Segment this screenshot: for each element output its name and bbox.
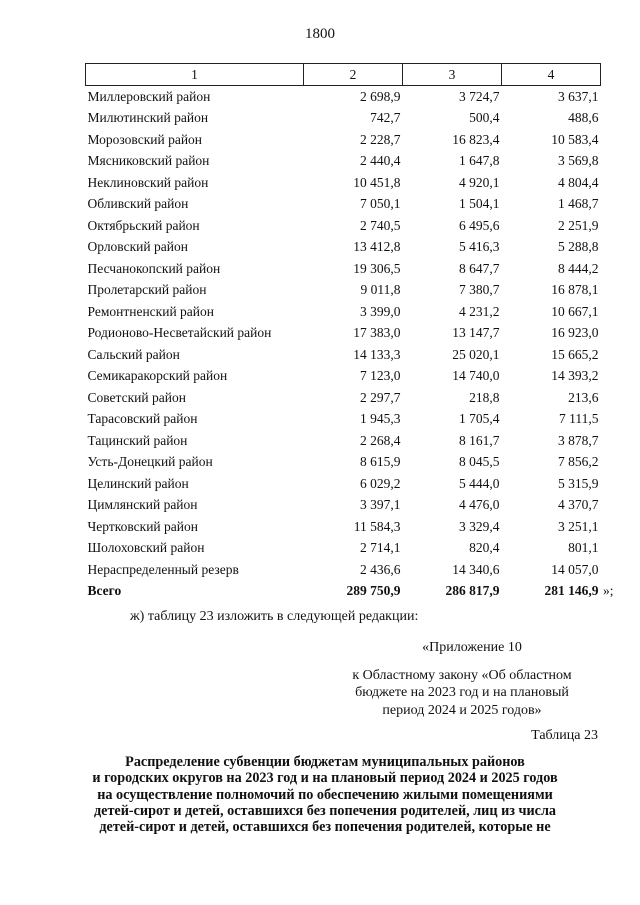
table-body bbox=[86, 86, 614, 603]
cell-value: 9 011,8 bbox=[360, 282, 401, 298]
cell-value: 289 750,9 bbox=[346, 583, 401, 599]
appendix-block bbox=[332, 639, 592, 719]
cell-value: 3 878,7 bbox=[558, 432, 599, 448]
cell-value: 13 147,7 bbox=[452, 325, 500, 341]
instruction-text: ж) таблицу 23 изложить в следующей редакции: bbox=[130, 609, 419, 624]
table-row bbox=[86, 301, 601, 323]
heading-line: и городских округов на 2023 год и на плановый период 2024 и 2025 годов bbox=[92, 770, 558, 787]
row-label: Семикаракорский район bbox=[87, 368, 228, 384]
cell-value: 13 412,8 bbox=[353, 239, 401, 255]
cell-value: 801,1 bbox=[568, 540, 599, 556]
cell-value: 7 111,5 bbox=[559, 411, 599, 427]
cell-value: 5 288,8 bbox=[558, 239, 599, 255]
cell-value: 8 045,5 bbox=[459, 454, 500, 470]
table-row bbox=[86, 409, 601, 431]
table-row bbox=[86, 194, 601, 216]
cell-value: 16 878,1 bbox=[551, 282, 599, 298]
cell-value: 500,4 bbox=[469, 110, 500, 126]
table-header-row bbox=[86, 64, 601, 86]
table-row bbox=[86, 559, 601, 581]
page-number: 1800 bbox=[305, 26, 335, 42]
table-row bbox=[86, 387, 601, 409]
cell-value: 286 817,9 bbox=[445, 583, 500, 599]
cell-value: 3 329,4 bbox=[459, 518, 500, 534]
row-label: Сальский район bbox=[87, 346, 180, 362]
cell-value: 8 615,9 bbox=[360, 454, 401, 470]
cell-value: 742,7 bbox=[370, 110, 401, 126]
table-row bbox=[86, 344, 601, 366]
cell-value: 1 647,8 bbox=[459, 153, 500, 169]
cell-value: 2 228,7 bbox=[360, 131, 401, 147]
heading-line: на осуществление полномочий по обеспечению жилыми помещениями bbox=[97, 786, 553, 803]
table-heading bbox=[60, 754, 590, 835]
cell-value: 1 504,1 bbox=[459, 196, 500, 212]
table-row bbox=[86, 366, 601, 388]
heading-line: детей-сирот и детей, оставшихся без попечения родителей, лиц из числа bbox=[93, 802, 557, 819]
cell-value: 7 856,2 bbox=[558, 454, 599, 470]
cell-value: 8 161,7 bbox=[459, 432, 500, 448]
row-label: Ремонтненский район bbox=[87, 303, 214, 319]
table-row bbox=[86, 215, 601, 237]
cell-value: 17 383,0 bbox=[353, 325, 401, 341]
cell-value: 6 029,2 bbox=[360, 475, 401, 491]
cell-value: 3 724,7 bbox=[459, 88, 500, 104]
cell-value: 213,6 bbox=[568, 389, 599, 405]
appendix-line: бюджете на 2023 год и на плановый bbox=[355, 685, 569, 700]
row-label: Усть-Донецкий район bbox=[87, 454, 213, 470]
column-header: 3 bbox=[403, 64, 502, 86]
cell-value: 2 440,4 bbox=[360, 153, 401, 169]
cell-value: 14 393,2 bbox=[551, 368, 599, 384]
row-label: Милютинский район bbox=[87, 110, 209, 126]
table-row bbox=[86, 516, 601, 538]
cell-value: 820,4 bbox=[469, 540, 500, 556]
cell-value: 1 468,7 bbox=[558, 196, 599, 212]
table-row bbox=[86, 323, 601, 345]
cell-value: 7 123,0 bbox=[360, 368, 401, 384]
cell-value: 16 923,0 bbox=[551, 325, 599, 341]
cell-value: 2 251,9 bbox=[558, 217, 599, 233]
cell-value: 2 436,6 bbox=[360, 561, 401, 577]
heading-line: Распределение субвенции бюджетам муниципальных районов bbox=[125, 754, 525, 770]
cell-value: 14 133,3 bbox=[353, 346, 401, 362]
cell-value: 25 020,1 bbox=[452, 346, 500, 362]
cell-value: 1 705,4 bbox=[459, 411, 500, 427]
cell-value: 8 444,2 bbox=[558, 260, 599, 276]
cell-value: 11 584,3 bbox=[353, 518, 401, 534]
total-row bbox=[86, 581, 601, 603]
cell-value: 2 698,9 bbox=[360, 88, 401, 104]
row-label: Родионово-Несветайский район bbox=[87, 325, 272, 341]
cell-value: 14 057,0 bbox=[551, 561, 599, 577]
column-header: 4 bbox=[502, 64, 601, 86]
row-label: Нераспределенный резерв bbox=[87, 561, 239, 577]
table-row bbox=[86, 86, 601, 108]
cell-value bbox=[502, 581, 614, 603]
closing-quote: »; bbox=[602, 583, 614, 599]
table-row bbox=[86, 473, 601, 495]
cell-value: 8 647,7 bbox=[459, 260, 500, 276]
cell-value: 2 297,7 bbox=[360, 389, 401, 405]
row-label: Чертковский район bbox=[87, 518, 198, 534]
cell-value: 4 476,0 bbox=[459, 497, 500, 513]
table-row bbox=[86, 495, 601, 517]
cell-value: 7 380,7 bbox=[459, 282, 500, 298]
table-row bbox=[86, 452, 601, 474]
cell-value: 1 945,3 bbox=[360, 411, 401, 427]
cell-value: 3 637,1 bbox=[558, 88, 599, 104]
subvention-table bbox=[85, 63, 614, 602]
cell-value: 14 740,0 bbox=[452, 368, 500, 384]
cell-value: 7 050,1 bbox=[360, 196, 401, 212]
table-label: Таблица 23 bbox=[531, 728, 598, 743]
appendix-line: к Областному закону «Об областном bbox=[352, 667, 572, 683]
cell-value: 488,6 bbox=[568, 110, 599, 126]
row-label: Обливский район bbox=[87, 196, 189, 212]
cell-value: 5 416,3 bbox=[459, 239, 500, 255]
row-label: Пролетарский район bbox=[87, 282, 207, 298]
row-label: Миллеровский район bbox=[87, 88, 211, 104]
table-row bbox=[86, 172, 601, 194]
table-row bbox=[86, 258, 601, 280]
row-label: Мясниковский район bbox=[87, 153, 210, 169]
row-label: Всего bbox=[87, 583, 122, 599]
cell-value: 3 397,1 bbox=[360, 497, 401, 513]
table-row bbox=[86, 430, 601, 452]
cell-value: 218,8 bbox=[469, 389, 500, 405]
cell-value: 10 451,8 bbox=[353, 174, 401, 190]
column-header: 2 bbox=[304, 64, 403, 86]
cell-value: 14 340,6 bbox=[452, 561, 500, 577]
row-label: Октябрьский район bbox=[87, 217, 200, 233]
row-label: Советский район bbox=[87, 389, 186, 405]
cell-value: 4 231,2 bbox=[459, 303, 500, 319]
table-row bbox=[86, 129, 601, 151]
appendix-line: период 2024 и 2025 годов» bbox=[382, 702, 542, 718]
cell-value: 2 714,1 bbox=[360, 540, 401, 556]
cell-value: 2 740,5 bbox=[360, 217, 401, 233]
row-label: Неклиновский район bbox=[87, 174, 209, 190]
column-header: 1 bbox=[86, 64, 304, 86]
heading-line: детей-сирот и детей, оставшихся без попечения родителей, которые не bbox=[99, 819, 551, 836]
row-label: Тацинский район bbox=[87, 432, 188, 448]
cell-value: 15 665,2 bbox=[551, 346, 599, 362]
cell-value: 3 399,0 bbox=[360, 303, 401, 319]
appendix-title: «Приложение 10 bbox=[422, 640, 522, 655]
cell-value: 5 315,9 bbox=[558, 475, 599, 491]
table-row bbox=[86, 237, 601, 259]
row-label: Целинский район bbox=[87, 475, 189, 491]
cell-value: 3 569,8 bbox=[558, 153, 599, 169]
cell-value: 4 804,4 bbox=[558, 174, 599, 190]
table-row bbox=[86, 108, 601, 130]
cell-value: 5 444,0 bbox=[459, 475, 500, 491]
cell-value: 3 251,1 bbox=[558, 518, 599, 534]
row-label: Тарасовский район bbox=[87, 411, 198, 427]
cell-value: 2 268,4 bbox=[360, 432, 401, 448]
cell-value: 281 146,9 bbox=[544, 583, 599, 599]
table-row bbox=[86, 538, 601, 560]
row-label: Цимлянский район bbox=[87, 497, 198, 513]
row-label: Морозовский район bbox=[87, 131, 203, 147]
cell-value: 6 495,6 bbox=[459, 217, 500, 233]
cell-value: 4 370,7 bbox=[558, 497, 599, 513]
table-row bbox=[86, 151, 601, 173]
cell-value: 16 823,4 bbox=[452, 131, 500, 147]
row-label: Шолоховский район bbox=[87, 540, 205, 556]
row-label: Орловский район bbox=[87, 239, 188, 255]
cell-value: 4 920,1 bbox=[459, 174, 500, 190]
cell-value: 10 583,4 bbox=[551, 131, 599, 147]
cell-value: 19 306,5 bbox=[353, 260, 401, 276]
table-row bbox=[86, 280, 601, 302]
row-label: Песчанокопский район bbox=[87, 260, 221, 276]
cell-value: 10 667,1 bbox=[551, 303, 599, 319]
